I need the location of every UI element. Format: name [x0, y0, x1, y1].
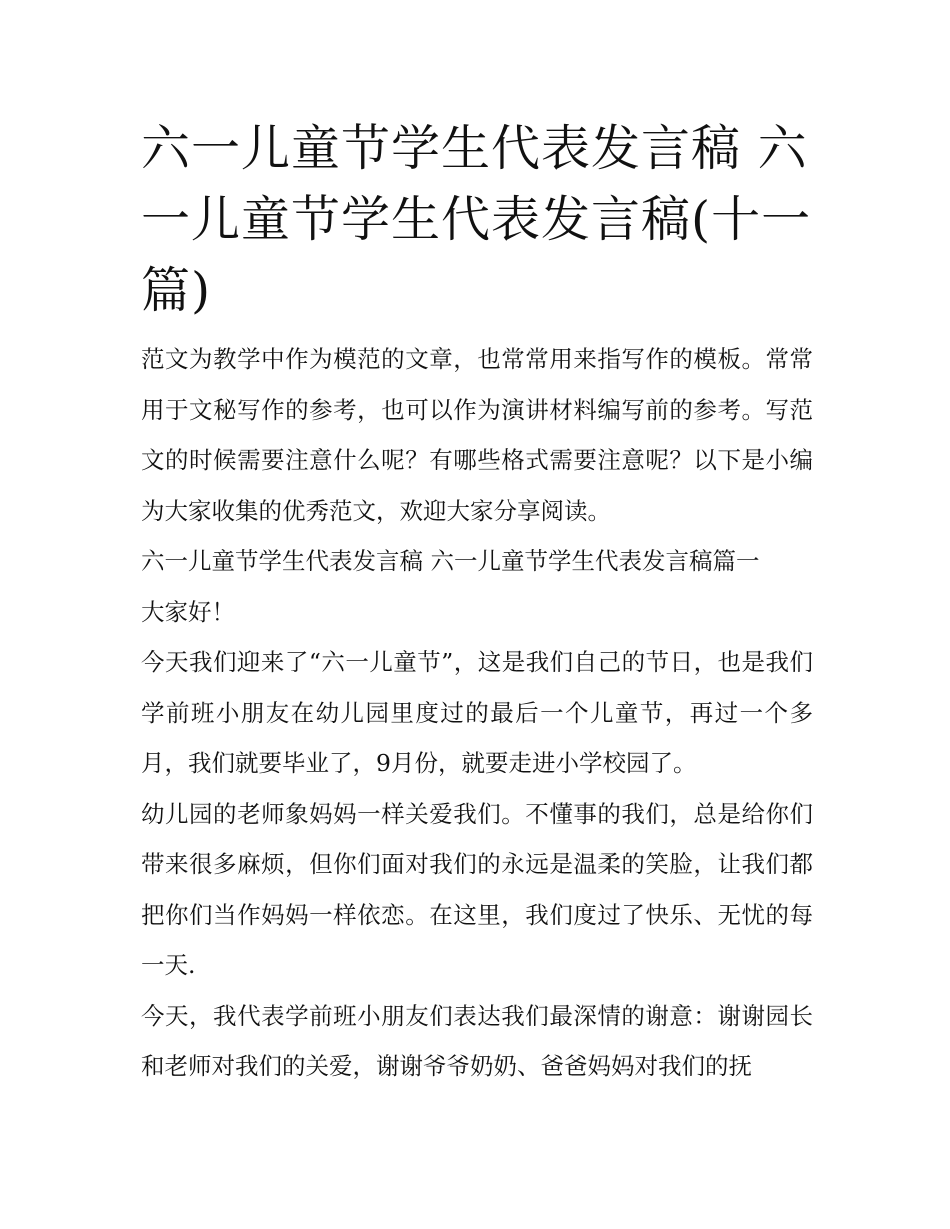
document-body: [141, 334, 813, 1092]
document-title: 六一儿童节学生代表发言稿 六一儿童节学生代表发言稿(十一篇): [141, 120, 812, 319]
body-paragraph: 幼儿园的老师象妈妈一样关爱我们。不懂事的我们，总是给你们带来很多麻烦，但你们面对我们的永远是温柔的笑脸，让我们都把你们当作妈妈一样依恋。在这里，我们度过了快乐、无忧的每一天.: [141, 799, 813, 979]
greeting-paragraph: 大家好！: [141, 597, 235, 626]
body-paragraph: 今天我们迎来了“六一儿童节”，这是我们自己的节日，也是我们学前班小朋友在幼儿园里度过的最后一个儿童节，再过一个多月，我们就要毕业了，9月份，就要走进小学校园了。: [141, 648, 813, 777]
intro-paragraph: 范文为教学中作为模范的文章，也常常用来指写作的模板。常常用于文秘写作的参考，也可以作为演讲材料编写前的参考。写范文的时候需要注意什么呢？有哪些格式需要注意呢？以下是小编为大家收集的优秀范文，欢迎大家分享阅读。: [141, 345, 813, 525]
body-paragraph: 今天，我代表学前班小朋友们表达我们最深情的谢意：谢谢园长和老师对我们的关爱，谢谢爷爷奶奶、爸爸妈妈对我们的抚: [141, 1001, 813, 1080]
section-heading: 六一儿童节学生代表发言稿 六一儿童节学生代表发言稿篇一: [141, 547, 760, 575]
document-content: [141, 113, 813, 1092]
